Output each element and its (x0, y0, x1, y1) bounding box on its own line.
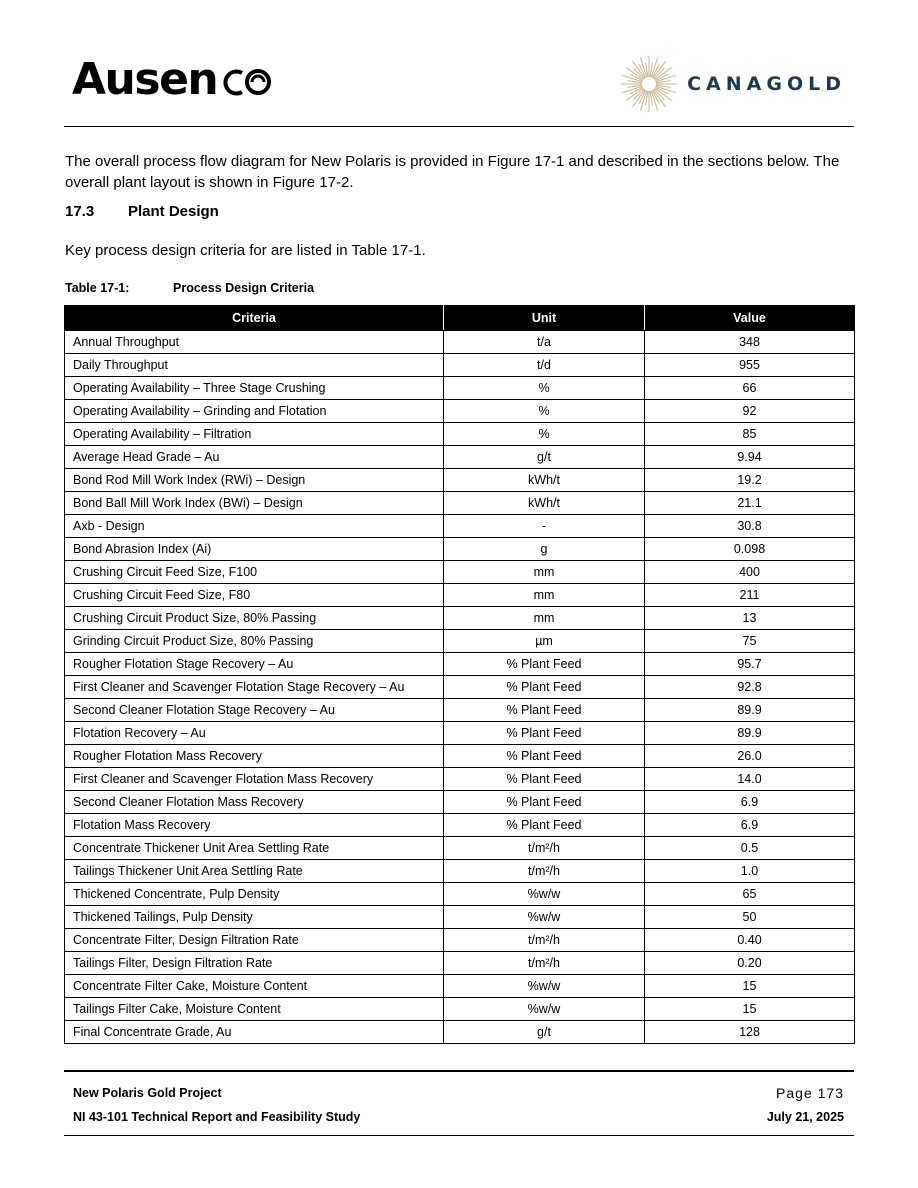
value-cell: 19.2 (645, 469, 855, 492)
value-cell: 13 (645, 607, 855, 630)
table-row (65, 722, 855, 745)
criteria-cell: Average Head Grade – Au (65, 446, 444, 469)
sunburst-icon (619, 52, 679, 116)
unit-cell: % Plant Feed (444, 814, 645, 837)
criteria-cell: Axb - Design (65, 515, 444, 538)
table-row (65, 331, 855, 354)
table-row (65, 1021, 855, 1044)
column-header-unit: Unit (444, 306, 645, 331)
value-cell: 95.7 (645, 653, 855, 676)
unit-cell: %w/w (444, 883, 645, 906)
unit-cell: t/m²/h (444, 929, 645, 952)
value-cell: 30.8 (645, 515, 855, 538)
table-row (65, 883, 855, 906)
table-caption-title: Process Design Criteria (173, 281, 315, 295)
unit-cell: % Plant Feed (444, 653, 645, 676)
unit-cell: t/m²/h (444, 860, 645, 883)
value-cell: 348 (645, 331, 855, 354)
value-cell: 0.20 (645, 952, 855, 975)
table-row (65, 423, 855, 446)
unit-cell: % Plant Feed (444, 699, 645, 722)
footer-report: NI 43-101 Technical Report and Feasibility Study (73, 1110, 361, 1124)
footer-page-number: Page 173 (776, 1085, 844, 1101)
criteria-cell: Bond Abrasion Index (Ai) (65, 538, 444, 561)
table-row (65, 492, 855, 515)
unit-cell: µm (444, 630, 645, 653)
criteria-cell: Daily Throughput (65, 354, 444, 377)
criteria-cell: Crushing Circuit Feed Size, F80 (65, 584, 444, 607)
ausenco-logo: Ausen (72, 58, 274, 102)
page-header (64, 40, 854, 126)
unit-cell: % Plant Feed (444, 722, 645, 745)
intro-paragraph: The overall process flow diagram for New Polaris is provided in Figure 17-1 and described in the sections below. The overall plant layout is shown in Figure 17-2. (65, 153, 840, 191)
footer-project: New Polaris Gold Project (73, 1086, 222, 1100)
table-row (65, 630, 855, 653)
value-cell: 89.9 (645, 722, 855, 745)
criteria-cell: Bond Ball Mill Work Index (BWi) – Design (65, 492, 444, 515)
table-row (65, 860, 855, 883)
unit-cell: mm (444, 561, 645, 584)
table-row (65, 653, 855, 676)
criteria-cell: Crushing Circuit Feed Size, F100 (65, 561, 444, 584)
criteria-cell: Second Cleaner Flotation Mass Recovery (65, 791, 444, 814)
value-cell: 92.8 (645, 676, 855, 699)
value-cell: 50 (645, 906, 855, 929)
value-cell: 75 (645, 630, 855, 653)
criteria-cell: Flotation Recovery – Au (65, 722, 444, 745)
footer-date: July 21, 2025 (766, 1110, 844, 1124)
criteria-cell: Tailings Filter Cake, Moisture Content (65, 998, 444, 1021)
criteria-cell: Bond Rod Mill Work Index (RWi) – Design (65, 469, 444, 492)
table-row (65, 377, 855, 400)
criteria-cell: Second Cleaner Flotation Stage Recovery – Au (65, 699, 444, 722)
ausenco-swirl-icon (218, 65, 274, 99)
table-caption (65, 281, 314, 295)
section-heading (65, 203, 219, 220)
value-cell: 6.9 (645, 814, 855, 837)
unit-cell: t/d (444, 354, 645, 377)
table-row (65, 791, 855, 814)
value-cell: 0.40 (645, 929, 855, 952)
criteria-cell: Operating Availability – Three Stage Crushing (65, 377, 444, 400)
column-header-value: Value (645, 306, 855, 331)
value-cell: 955 (645, 354, 855, 377)
unit-cell: % (444, 400, 645, 423)
header-divider (64, 126, 854, 127)
criteria-cell: Thickened Tailings, Pulp Density (65, 906, 444, 929)
table-row (65, 400, 855, 423)
table-row (65, 676, 855, 699)
value-cell: 1.0 (645, 860, 855, 883)
table-row (65, 354, 855, 377)
value-cell: 128 (645, 1021, 855, 1044)
value-cell: 26.0 (645, 745, 855, 768)
table-row (65, 975, 855, 998)
canagold-wordmark: CANAGOLD (687, 73, 846, 95)
process-design-criteria-table (64, 305, 855, 1044)
value-cell: 9.94 (645, 446, 855, 469)
unit-cell: % Plant Feed (444, 791, 645, 814)
unit-cell: - (444, 515, 645, 538)
criteria-cell: Concentrate Filter, Design Filtration Rate (65, 929, 444, 952)
table-row (65, 515, 855, 538)
criteria-cell: Rougher Flotation Stage Recovery – Au (65, 653, 444, 676)
section-title: Plant Design (128, 203, 219, 220)
criteria-cell: Operating Availability – Grinding and Flotation (65, 400, 444, 423)
table-row (65, 768, 855, 791)
value-cell: 15 (645, 998, 855, 1021)
unit-cell: g (444, 538, 645, 561)
table-row (65, 837, 855, 860)
criteria-cell: Thickened Concentrate, Pulp Density (65, 883, 444, 906)
table-row (65, 952, 855, 975)
criteria-cell: Tailings Thickener Unit Area Settling Rate (65, 860, 444, 883)
unit-cell: % (444, 423, 645, 446)
criteria-cell: Tailings Filter, Design Filtration Rate (65, 952, 444, 975)
value-cell: 14.0 (645, 768, 855, 791)
table-row (65, 929, 855, 952)
criteria-cell: Rougher Flotation Mass Recovery (65, 745, 444, 768)
value-cell: 0.5 (645, 837, 855, 860)
table-row (65, 446, 855, 469)
value-cell: 0.098 (645, 538, 855, 561)
table-row (65, 538, 855, 561)
unit-cell: g/t (444, 446, 645, 469)
value-cell: 400 (645, 561, 855, 584)
footer-divider-top (64, 1070, 854, 1072)
table-row (65, 469, 855, 492)
criteria-cell: Concentrate Thickener Unit Area Settling Rate (65, 837, 444, 860)
unit-cell: % (444, 377, 645, 400)
criteria-cell: First Cleaner and Scavenger Flotation Mass Recovery (65, 768, 444, 791)
table-row (65, 699, 855, 722)
value-cell: 6.9 (645, 791, 855, 814)
criteria-cell: Concentrate Filter Cake, Moisture Content (65, 975, 444, 998)
unit-cell: kWh/t (444, 469, 645, 492)
unit-cell: %w/w (444, 998, 645, 1021)
value-cell: 89.9 (645, 699, 855, 722)
table-row (65, 906, 855, 929)
table-caption-number: Table 17-1: (65, 281, 130, 295)
unit-cell: % Plant Feed (444, 745, 645, 768)
unit-cell: %w/w (444, 975, 645, 998)
section-number: 17.3 (65, 203, 95, 220)
value-cell: 21.1 (645, 492, 855, 515)
value-cell: 92 (645, 400, 855, 423)
unit-cell: mm (444, 584, 645, 607)
column-header-criteria: Criteria (65, 306, 444, 331)
unit-cell: t/m²/h (444, 837, 645, 860)
criteria-cell: Crushing Circuit Product Size, 80% Passing (65, 607, 444, 630)
value-cell: 15 (645, 975, 855, 998)
value-cell: 85 (645, 423, 855, 446)
unit-cell: % Plant Feed (444, 676, 645, 699)
table-row (65, 745, 855, 768)
unit-cell: % Plant Feed (444, 768, 645, 791)
unit-cell: mm (444, 607, 645, 630)
table-row (65, 998, 855, 1021)
unit-cell: g/t (444, 1021, 645, 1044)
table-header-row (65, 306, 855, 331)
value-cell: 65 (645, 883, 855, 906)
unit-cell: t/m²/h (444, 952, 645, 975)
unit-cell: kWh/t (444, 492, 645, 515)
criteria-cell: Annual Throughput (65, 331, 444, 354)
table-row (65, 584, 855, 607)
unit-cell: t/a (444, 331, 645, 354)
criteria-cell: Operating Availability – Filtration (65, 423, 444, 446)
value-cell: 66 (645, 377, 855, 400)
criteria-paragraph: Key process design criteria for are listed in Table 17-1. (65, 242, 426, 259)
criteria-cell: Final Concentrate Grade, Au (65, 1021, 444, 1044)
criteria-cell: Grinding Circuit Product Size, 80% Passing (65, 630, 444, 653)
canagold-logo (619, 50, 846, 118)
footer-divider-bottom (64, 1135, 854, 1136)
unit-cell: %w/w (444, 906, 645, 929)
table-row (65, 561, 855, 584)
value-cell: 211 (645, 584, 855, 607)
table-row (65, 814, 855, 837)
criteria-cell: Flotation Mass Recovery (65, 814, 444, 837)
table-row (65, 607, 855, 630)
criteria-cell: First Cleaner and Scavenger Flotation Stage Recovery – Au (65, 676, 444, 699)
